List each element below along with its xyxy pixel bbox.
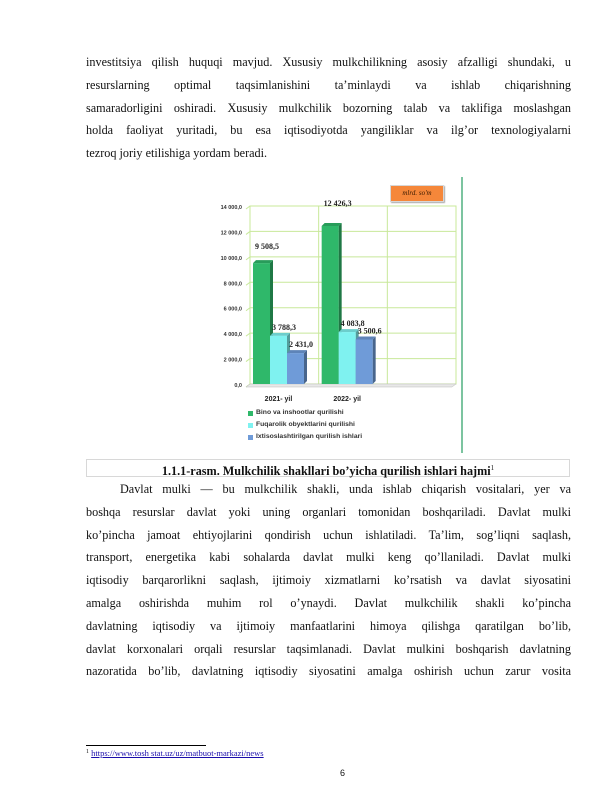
y-tick-label: 6 000,0 [223, 306, 242, 313]
footnote-separator [86, 745, 206, 746]
y-tick-label: 2 000,0 [223, 357, 242, 364]
bar-side [373, 336, 376, 384]
y-tick-mark [246, 282, 250, 285]
bar [356, 339, 373, 384]
footnote-mark: 1 [86, 749, 89, 755]
footnote [86, 747, 264, 759]
y-tick-mark [246, 359, 250, 362]
y-tick-mark [246, 206, 250, 209]
legend-swatch [248, 435, 253, 440]
figure-caption [86, 460, 570, 479]
chart-legend [248, 407, 362, 443]
bar [287, 353, 304, 384]
data-label: 9 508,5 [255, 242, 279, 252]
bar [322, 226, 339, 384]
legend-swatch [248, 423, 253, 428]
y-tick-mark [246, 257, 250, 260]
legend-item [248, 419, 362, 431]
y-tick-mark [246, 308, 250, 311]
y-tick-label: 14 000,0 [220, 205, 242, 211]
bar-top [322, 223, 342, 226]
paragraph-line: iqtisodiy barqarorlikni saqlash, ijtimoiy xizmatlarni ko’rsatish va davlat siyosatini [86, 573, 571, 588]
paragraph-line: amalga oshirishda muhim rol o’ynaydi. Davlat mulkchilik shakli ko’pincha [86, 595, 571, 610]
paragraph-line: boshqa resurslar davlat yoki uning organlari tomonidan boshqariladi. Davlat mulki [86, 504, 571, 519]
data-label: 4 083,8 [340, 319, 365, 329]
footnote-link[interactable]: https://www.tosh stat.uz/uz/matbuot-markazi/news [91, 748, 264, 758]
unit-label: mlrd. so'm [390, 185, 444, 202]
legend-item [248, 431, 362, 443]
caption-text: 1.1.1-rasm. Mulkchilik shakllari bo’yicha qurilish ishlari hajmi [161, 464, 491, 478]
bar-top [253, 260, 273, 263]
paragraph-line: investitsiya qilish huquqi mavjud. Xususiy mulkchilikning asosiy afzalligi shundaki, u [86, 55, 571, 69]
chart-floor [246, 384, 456, 387]
y-tick-label: 0,0 [234, 383, 242, 389]
paragraph-line: resurslarning optimal taqsimlanishini ta’minlaydi va ishlab chiqarishning [86, 77, 571, 92]
y-tick-label: 12 000,0 [220, 230, 242, 237]
y-tick-mark [246, 231, 250, 234]
caption-footnote-mark: 1 [490, 464, 495, 472]
paragraph-line: davlat korxonalari orqali resurslar taqsimlanadi. Davlat mulkini boshqarish davlatning [86, 641, 571, 656]
legend-label: Fuqarolik obyektlarini qurilishi [256, 421, 355, 428]
legend-label: Bino va inshootlar qurilishi [256, 409, 344, 416]
paragraph-line: ko’pincha jamoat ehtiyojlarini qondirish uchun ishlatiladi. Ta’lim, sog’liqni saqlash, [86, 527, 571, 542]
legend-label: Ixtisoslashtirilgan qurilish ishlari [256, 433, 363, 440]
x-tick-label: 2021- yil [264, 396, 293, 403]
data-label: 3 500,6 [357, 326, 382, 336]
paragraph-line: holda faoliyat yuritadi, bu esa iqtisodiyotda yangiliklar va ilg’or texnologiyalarni [86, 123, 571, 138]
data-label: 2 431,0 [289, 340, 313, 350]
paragraph-1 [86, 51, 571, 165]
y-tick-mark [246, 333, 250, 336]
y-tick-label: 8 000,0 [223, 281, 242, 288]
y-tick-label: 4 000,0 [223, 332, 242, 339]
data-label: 3 788,3 [272, 322, 296, 332]
paragraph-line: davlatning iqtisodiy va ijtimoiy manfaatlarini himoya qilishga qaratilgan bo’lib, [86, 618, 571, 633]
paragraph-line: Davlat mulki — bu mulkchilik shakli, unda ishlab chiqarish vositalari, yer va [120, 482, 571, 496]
bar-top [287, 350, 307, 353]
x-tick-label: 2022- yil [333, 396, 361, 403]
bar-top [356, 336, 376, 339]
paragraph-line: samaradorligini oshiradi. Xususiy mulkchilik bozorning talab va taklifiga moslashgan [86, 100, 571, 115]
bar [253, 263, 270, 384]
legend-item [248, 407, 362, 419]
paragraph-line: tezroq joriy etilishiga yordam beradi. [86, 146, 268, 161]
paragraph-line: transport, energetika kabi sohalarda davlat mulki keng qo’llaniladi. Davlat mulki [86, 550, 571, 565]
bar [270, 336, 287, 384]
paragraph-2 [86, 478, 571, 683]
y-tick-label: 10 000,0 [220, 255, 242, 262]
bar-side [304, 350, 307, 384]
legend-swatch [248, 411, 253, 416]
data-label: 12 426,3 [323, 199, 352, 209]
bar-top [339, 329, 359, 332]
bar-top [270, 333, 290, 336]
chart-frame-edge [461, 177, 463, 453]
page-number: 6 [340, 768, 346, 778]
paragraph-line: nazoratida bo’lib, davlatning iqtisodiy siyosatini amalga oshirish uchun zarur vosita [86, 664, 571, 679]
bar [339, 332, 356, 384]
